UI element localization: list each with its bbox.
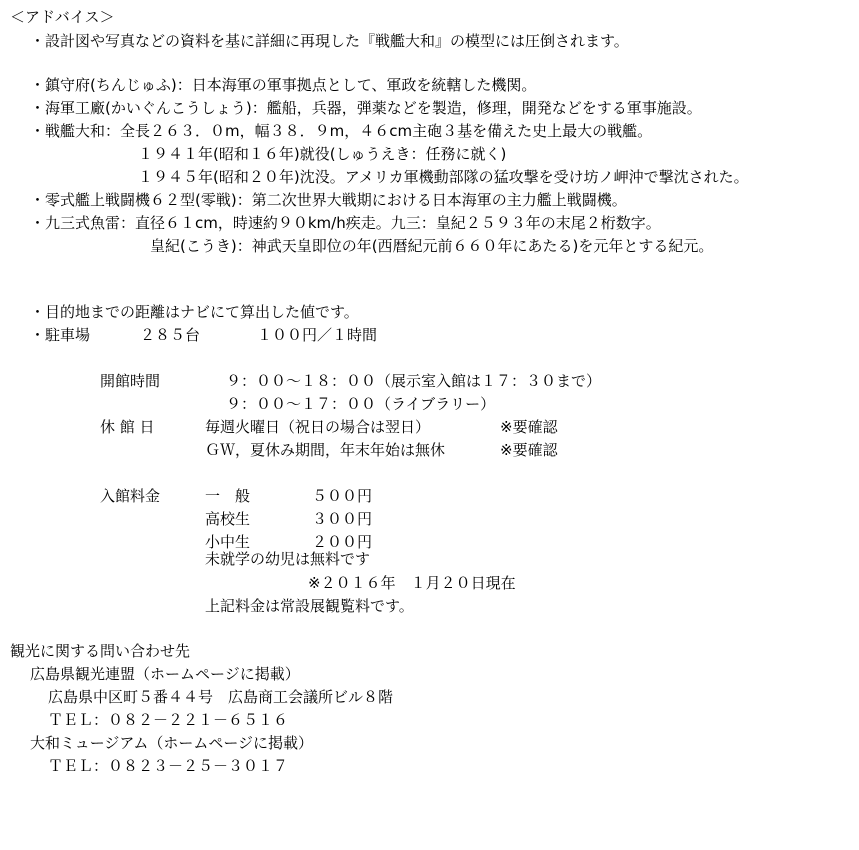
parking-fee: １００円／１時間 <box>257 326 378 344</box>
closed-label: 休 館 日 <box>100 418 155 436</box>
hours-row: ９：００～１８：００（展示室入館は１７：３０まで） <box>226 372 602 390</box>
admission-label: 入館料金 <box>100 487 161 505</box>
admission-price: ２００円 <box>312 533 373 551</box>
parking-label: ・駐車場 <box>30 326 91 344</box>
admission-free-note: 未就学の幼児は無料です <box>205 550 371 568</box>
closed-row-note: ※要確認 <box>500 441 558 459</box>
distance-note: ・目的地までの距離はナビにて算出した値です。 <box>30 303 359 321</box>
advice-item-koki: 皇紀(こうき)：神武天皇即位の年(西暦紀元前６６０年にあたる)を元年とする紀元。 <box>150 237 714 255</box>
contact-org1-tel: ＴＥＬ：０８２－２２１－６５１６ <box>48 711 289 729</box>
admission-price: ５００円 <box>312 487 373 505</box>
advice-item-kosho: ・海軍工廠(かいぐんこうしょう)：艦船，兵器，弾薬などを製造，修理，開発などをする軍事施設。 <box>30 99 702 117</box>
contact-org2-tel: ＴＥＬ：０８２３－２５－３０１７ <box>48 757 289 775</box>
contact-heading: 観光に関する問い合わせ先 <box>10 642 191 660</box>
parking-capacity: ２８５台 <box>140 326 201 344</box>
admission-category: 高校生 <box>205 510 251 528</box>
advice-item-zero: ・零式艦上戦闘機６２型(零戦)：第二次世界大戦期における日本海軍の主力艦上戦闘機。 <box>30 191 627 209</box>
admission-category: 一 般 <box>205 487 251 505</box>
hours-label: 開館時間 <box>100 372 161 390</box>
closed-row-text: 毎週火曜日（祝日の場合は翌日） <box>205 418 431 436</box>
admission-price: ３００円 <box>312 510 373 528</box>
closed-row-note: ※要確認 <box>500 418 558 436</box>
advice-item-chinjufu: ・鎮守府(ちんじゅふ)：日本海軍の軍事拠点として、軍政を統轄した機関。 <box>30 76 537 94</box>
advice-item-model: ・設計図や写真などの資料を基に詳細に再現した『戦艦大和』の模型には圧倒されます。 <box>30 32 629 50</box>
admission-category: 小中生 <box>205 533 251 551</box>
contact-org2-name: 大和ミュージアム（ホームページに掲載） <box>30 734 314 752</box>
hours-row: ９：００～１７：００（ライブラリー） <box>226 395 496 413</box>
advice-item-yamato: ・戦艦大和：全長２６３．０m，幅３８．９m，４６cm主砲３基を備えた史上最大の戦艦。 <box>30 122 653 140</box>
admission-permanent-note: 上記料金は常設展観覧料です。 <box>205 597 414 615</box>
contact-org1-address: 広島県中区町５番４４号 広島商工会議所ビル８階 <box>48 688 394 706</box>
admission-as-of: ※２０１６年 １月２０日現在 <box>308 574 516 592</box>
advice-item-torpedo: ・九三式魚雷：直径６１cm，時速約９０km/h疾走。九三：皇紀２５９３年の末尾２桁数字。 <box>30 214 661 232</box>
advice-heading: ＜アドバイス＞ <box>10 8 115 26</box>
contact-org1-name: 広島県観光連盟（ホームページに掲載） <box>30 665 300 683</box>
closed-row-text: ＧＷ，夏休み期間，年末年始は無休 <box>205 441 446 459</box>
advice-item-yamato-1941: １９４１年(昭和１６年)就役(しゅうえき：任務に就く) <box>138 145 507 163</box>
advice-item-yamato-1945: １９４５年(昭和２０年)沈没。アメリカ軍機動部隊の猛攻撃を受け坊ノ岬沖で撃沈された。 <box>138 168 749 186</box>
